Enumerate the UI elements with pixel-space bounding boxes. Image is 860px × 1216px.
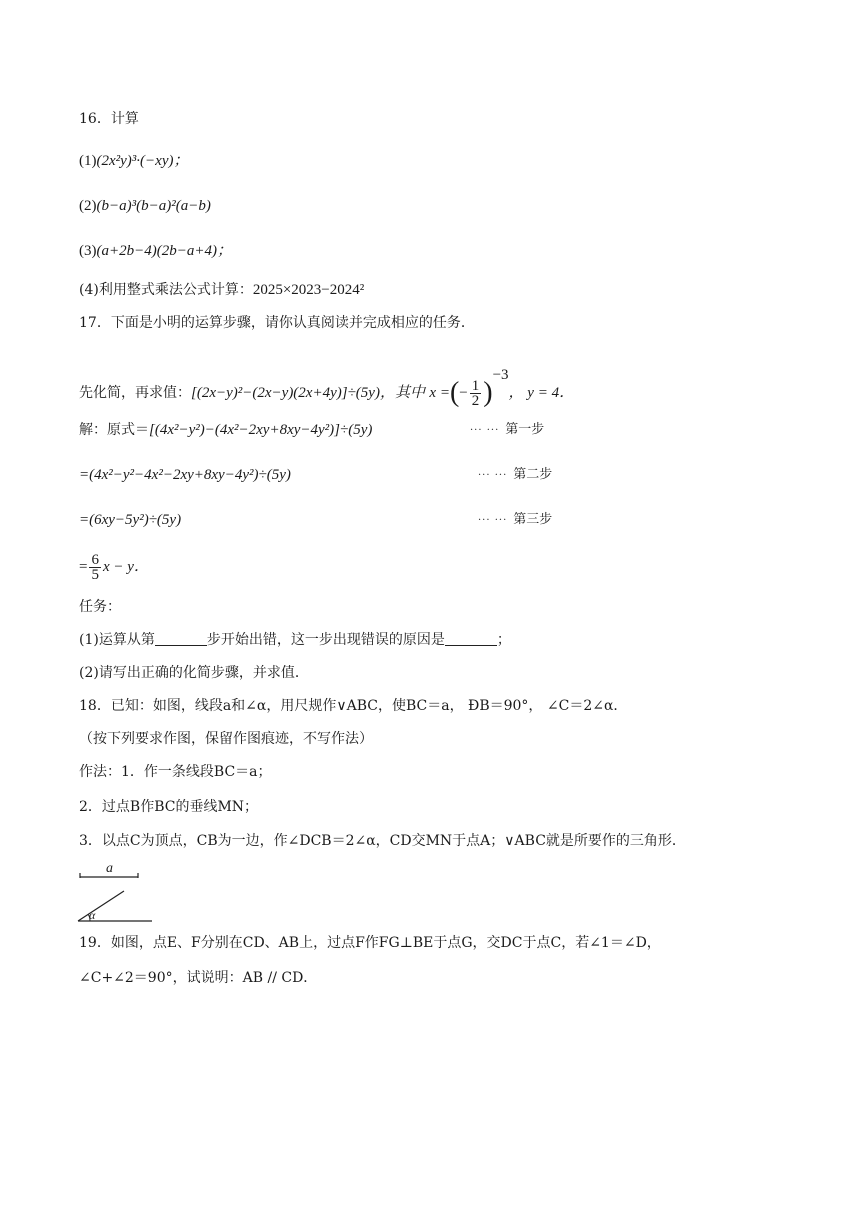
q17-step2 <box>79 464 291 486</box>
q17-step1-dots: ··· ··· <box>470 425 500 436</box>
q17-problem-expr: [(2x−y)²−(2x−y)(2x+4y)]÷(5y)，其中 <box>191 385 425 401</box>
q17-final <box>79 550 149 584</box>
q16-part2 <box>79 195 211 217</box>
q17-frac-den: 2 <box>471 392 480 409</box>
q18-figure <box>76 858 166 932</box>
q17-sol-prefix: 解：原式＝ <box>79 422 149 438</box>
q16-part2-expr: (b−a)³(b−a)²(a−b) <box>96 198 211 214</box>
q17-step1-label: 第一步 <box>505 422 545 437</box>
q16-part1 <box>79 150 188 172</box>
q17-frac-num: 1 <box>471 377 480 394</box>
q16-part1-label: (1) <box>79 153 97 169</box>
q17-task-label: 任务： <box>79 599 121 615</box>
q19-line1: 19．如图，点E、F分别在CD、AB上，过点F作FG⊥BE于点G，交DC于点C，若∠1＝∠D， <box>79 935 661 951</box>
q18-line4: 2．过点B作BC的垂线MN； <box>79 799 259 815</box>
q17-step2-label: 第二步 <box>513 467 553 482</box>
angle-alpha-ray <box>78 891 124 921</box>
q17-task1-c: ； <box>496 632 511 648</box>
q17-task1-b: 步开始出错，这一步出现错误的原因是 <box>206 632 445 648</box>
q17-task2: (2)请写出正确的化简步骤，并求值． <box>79 665 309 681</box>
q17-paren-left: ( <box>449 377 460 408</box>
q17-step2-note <box>478 464 552 487</box>
q17-final-num: 6 <box>91 552 99 569</box>
q17-step3-dots: ··· ··· <box>478 515 508 526</box>
q16-part4 <box>79 279 364 301</box>
q17-step2-expr: =(4x²−y²−4x²−2xy+8xy−4y²)÷(5y) <box>79 467 291 483</box>
q17-step3-expr: =(6xy−5y²)÷(5y) <box>79 512 182 528</box>
q16-part3-expr: (a+2b−4)(2b−a+4)； <box>96 243 232 259</box>
q17-exponent: −3 <box>492 367 509 383</box>
q17-step3-note <box>478 509 552 532</box>
answer-blank-1[interactable] <box>155 631 207 646</box>
angle-alpha-label: α <box>89 908 96 922</box>
q17-minus: − <box>459 385 468 401</box>
q17-task1 <box>79 629 511 651</box>
q17-step1 <box>79 419 372 441</box>
q17-step1-expr: [(4x²−y²)−(4x²−2xy+8xy−4y²)]÷(5y) <box>149 422 373 438</box>
q17-final-prefix: = <box>79 559 88 575</box>
q17-step3 <box>79 509 181 531</box>
q18-line5: 3．以点C为顶点，CB为一边，作∠DCB＝2∠α，CD交MN于点A；∨ABC就是所要作的三角形． <box>79 833 686 849</box>
q17-task1-a: (1)运算从第 <box>79 632 155 648</box>
q17-paren-right: ) <box>483 377 493 408</box>
q16-part1-expr: (2x²y)³·(−xy)； <box>96 153 189 169</box>
q16-title: 16．计算 <box>79 111 139 127</box>
q19-line2: ∠C+∠2＝90°，试说明：AB // CD． <box>79 970 318 986</box>
q17-step1-note <box>470 419 544 442</box>
q18-line3: 作法：1．作一条线段BC＝a； <box>79 764 272 780</box>
q17-title: 17．下面是小明的运算步骤，请你认真阅读并完成相应的任务． <box>79 315 475 331</box>
q18-line1: 18．已知：如图，线段a和∠α，用尺规作∨ABC，使BC＝a， ÐB＝90°， ∠C＝2∠α． <box>79 698 628 714</box>
q16-part3-label: (3) <box>79 243 97 259</box>
q18-figure-svg <box>76 858 166 928</box>
q16-part3 <box>79 240 232 262</box>
answer-blank-2[interactable] <box>445 631 497 646</box>
segment-a-label: a <box>106 861 113 876</box>
q17-final-den: 5 <box>91 567 99 584</box>
q17-problem-prefix: 先化简，再求值： <box>79 385 191 401</box>
q17-final-fraction <box>89 553 101 582</box>
q16-part4-label: (4)利用整式乘法公式计算： <box>79 282 253 298</box>
q17-x-label: x = <box>429 385 450 401</box>
q16-part4-expr: 2025×2023−2024² <box>252 282 365 298</box>
q18-line2: （按下列要求作图，保留作图痕迹，不写作法） <box>79 731 373 747</box>
q16-part2-label: (2) <box>79 198 97 214</box>
q17-final-suffix: x − y． <box>102 559 149 575</box>
q17-y-value: ， y = 4． <box>508 385 575 401</box>
q17-fraction <box>470 379 482 408</box>
q17-step3-label: 第三步 <box>513 512 553 527</box>
q17-step2-dots: ··· ··· <box>478 470 508 481</box>
q17-problem <box>79 360 575 409</box>
